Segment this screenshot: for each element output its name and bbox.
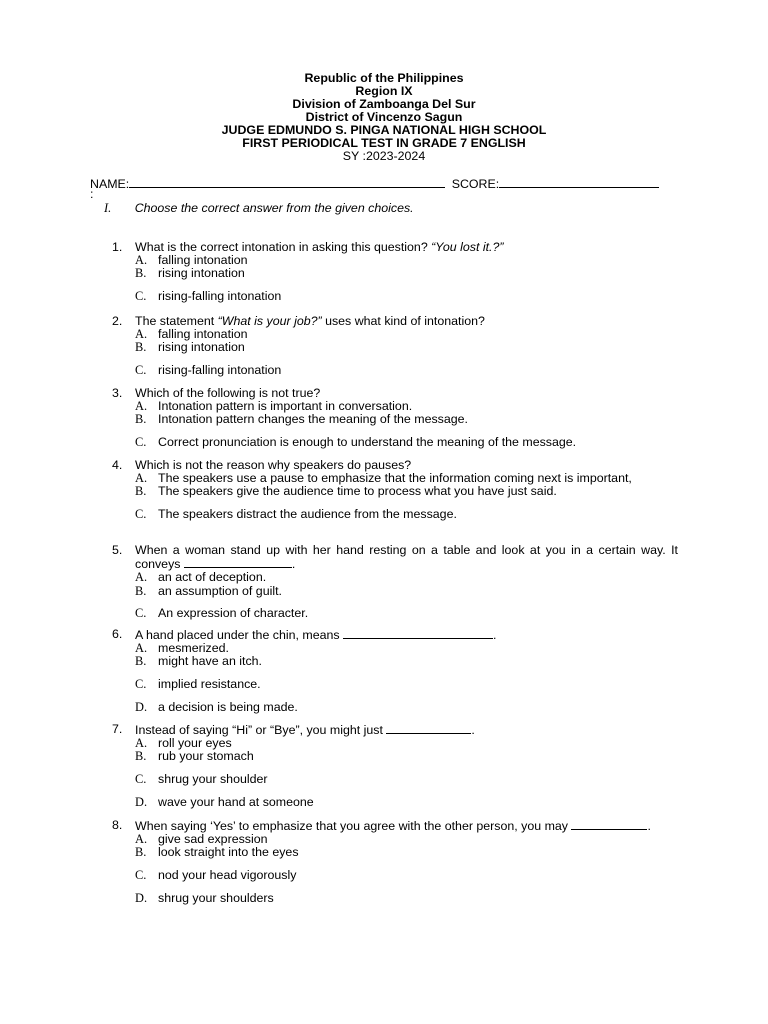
document-header — [0, 72, 768, 163]
question-text: Which of the following is not true? — [135, 386, 321, 400]
name-score-line — [90, 177, 680, 191]
option-c[interactable]: C. implied resistance. — [135, 677, 261, 692]
header-test-title: FIRST PERIODICAL TEST IN GRADE 7 ENGLISH — [242, 136, 526, 150]
option-c[interactable]: C. Correct pronunciation is enough to understand the meaning of the message. — [135, 435, 577, 450]
question-7 — [112, 723, 678, 809]
question-number: 5. — [112, 543, 123, 557]
option-b[interactable]: B. an assumption of guilt. — [135, 583, 282, 598]
question-6 — [112, 628, 678, 714]
question-number: 4. — [112, 458, 123, 472]
header-republic: Republic of the Philippines — [304, 71, 464, 85]
question-4 — [112, 459, 678, 521]
option-c[interactable]: C. nod your head vigorously — [135, 868, 297, 883]
answer-blank[interactable] — [343, 628, 493, 639]
instruction-text: Choose the correct answer from the given choices. — [134, 201, 414, 215]
option-b[interactable]: B. might have an itch. — [135, 654, 263, 669]
instruction-number: I. — [104, 201, 112, 215]
name-label: NAME: — [90, 177, 130, 191]
option-b[interactable]: B. rising intonation — [135, 266, 245, 281]
option-d[interactable]: D. shrug your shoulders — [135, 890, 274, 905]
option-c[interactable]: C. rising-falling intonation — [135, 289, 282, 304]
stray-colon: : — [90, 187, 94, 201]
question-number: 6. — [112, 627, 123, 641]
option-c[interactable]: C. rising-falling intonation — [135, 363, 282, 378]
option-b[interactable]: B. look straight into the eyes — [135, 845, 299, 860]
header-school-name: JUDGE EDMUNDO S. PINGA NATIONAL HIGH SCHOOL — [221, 123, 547, 137]
question-text: What is the correct intonation in asking this question? “You lost it.?” — [135, 240, 504, 254]
question-number: 2. — [112, 314, 123, 328]
instruction — [104, 202, 414, 215]
question-8 — [112, 819, 678, 905]
question-text: When a woman stand up with her hand resting on a table and look at you in a certain way. It conveys . — [135, 543, 678, 572]
answer-blank[interactable] — [386, 723, 471, 734]
option-a[interactable]: A. mesmerized. — [135, 641, 229, 656]
question-text: When saying ‘Yes’ to emphasize that you agree with the other person, you may . — [135, 819, 651, 833]
score-blank[interactable] — [499, 177, 659, 188]
name-blank[interactable] — [129, 177, 445, 188]
question-1 — [112, 241, 678, 303]
option-b[interactable]: B. rising intonation — [135, 340, 245, 355]
question-number: 7. — [112, 722, 123, 736]
question-number: 1. — [112, 240, 123, 254]
question-text: The statement “What is your job?” uses what kind of intonation? — [135, 314, 485, 328]
option-a[interactable]: A. The speakers use a pause to emphasize that the information coming next is important, — [135, 471, 632, 486]
option-d[interactable]: D. a decision is being made. — [135, 699, 298, 714]
option-a[interactable]: A. give sad expression — [135, 832, 268, 847]
answer-blank[interactable] — [571, 819, 647, 830]
option-c[interactable]: C. An expression of character. — [135, 606, 309, 621]
option-d[interactable]: D. wave your hand at someone — [135, 794, 314, 809]
option-b[interactable]: B. Intonation pattern changes the meaning of the message. — [135, 412, 468, 427]
option-a[interactable]: A. falling intonation — [135, 253, 248, 268]
header-school-year: SY :2023-2024 — [342, 149, 426, 163]
option-c[interactable]: C. shrug your shoulder — [135, 772, 268, 787]
header-district: District of Vincenzo Sagun — [305, 110, 463, 124]
option-a[interactable]: A. Intonation pattern is important in conversation. — [135, 399, 413, 414]
option-a[interactable]: A. roll your eyes — [135, 736, 232, 751]
question-number: 8. — [112, 818, 123, 832]
question-text: A hand placed under the chin, means . — [135, 628, 497, 642]
question-2 — [112, 315, 678, 377]
question-3 — [112, 387, 678, 449]
option-b[interactable]: B. rub your stomach — [135, 749, 254, 764]
question-text: Which is not the reason why speakers do pauses? — [135, 458, 412, 472]
option-a[interactable]: A. an act of deception. — [135, 570, 267, 585]
question-text: Instead of saying “Hi” or “Bye”, you might just . — [135, 723, 475, 737]
option-a[interactable]: A. falling intonation — [135, 327, 248, 342]
option-c[interactable]: C. The speakers distract the audience from the message. — [135, 507, 457, 522]
answer-blank[interactable] — [184, 557, 292, 568]
question-5 — [112, 544, 678, 621]
header-division: Division of Zamboanga Del Sur — [292, 97, 476, 111]
option-b[interactable]: B. The speakers give the audience time to process what you have just said. — [135, 484, 557, 499]
question-number: 3. — [112, 386, 123, 400]
header-region: Region IX — [355, 84, 413, 98]
score-label: SCORE: — [451, 177, 500, 191]
